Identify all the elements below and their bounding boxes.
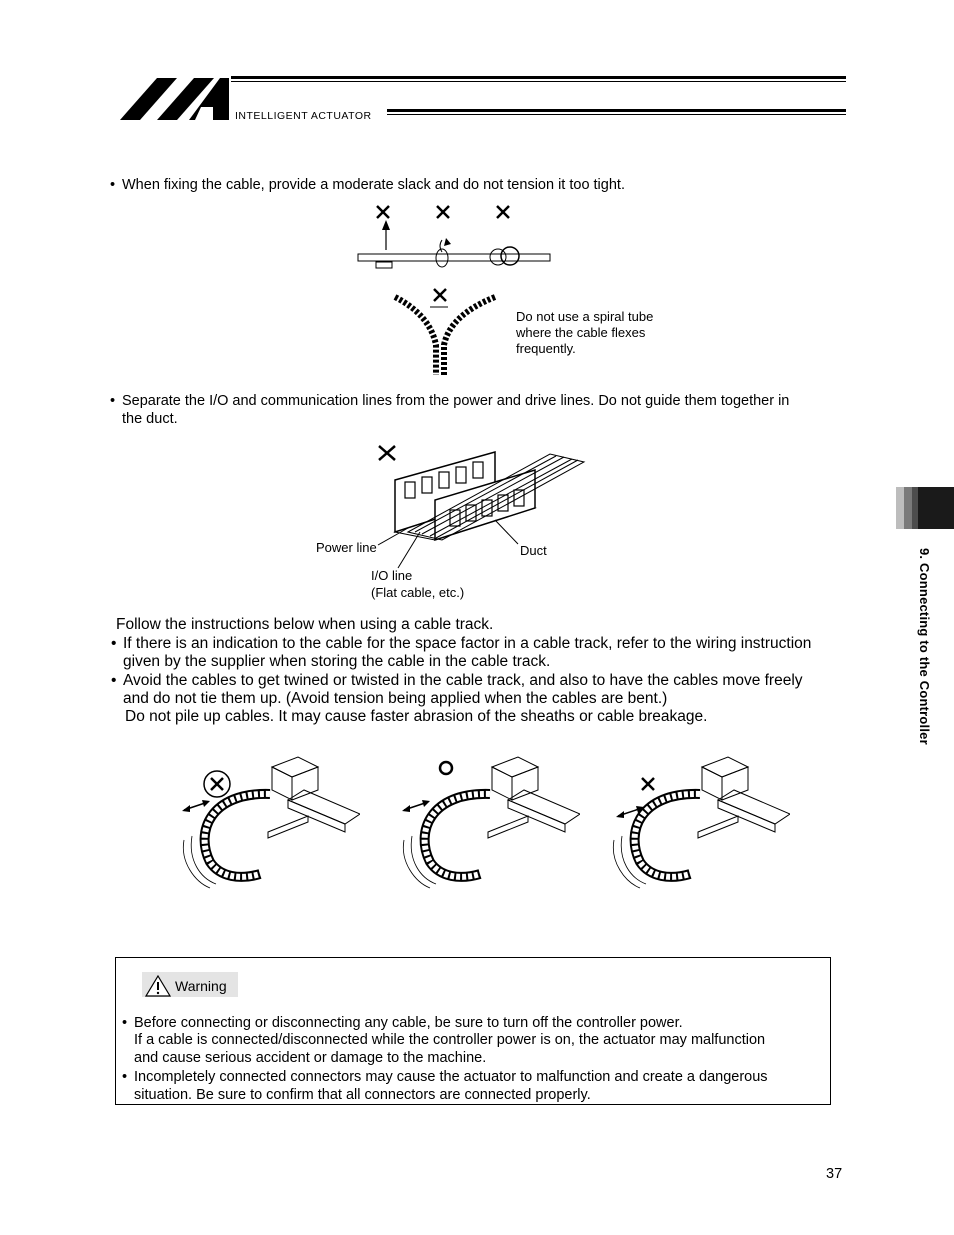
chapter-tab — [896, 487, 954, 529]
iai-logo — [115, 74, 850, 124]
separate-lines-instruction: • Separate the I/O and communication lines from the power and drive lines. Do not guide them together in — [122, 392, 789, 410]
warning-bullet-1: • Before connecting or disconnecting any cable, be sure to turn off the controller power. — [134, 1014, 683, 1032]
warning-bullet-1-cont: If a cable is connected/disconnected while the controller power is on, the actuator may malfunction — [134, 1032, 766, 1048]
cable-track-bullet-2-cont2: Do not pile up cables. It may cause faster abrasion of the sheaths or cable breakage. — [125, 708, 708, 725]
fixing-cable-instruction: • When fixing the cable, provide a moderate slack and do not tension it too tight. — [122, 176, 625, 194]
spiral-note-line-1: Do not use a spiral tube — [516, 309, 654, 324]
cable-track-bullet-1: • If there is an indication to the cable for the space factor in a cable track, refer to the wiring instruction — [123, 635, 811, 654]
warning-triangle-icon — [145, 975, 171, 997]
warning-bullet-2: • Incompletely connected connectors may cause the actuator to malfunction and create a dangerous — [134, 1068, 768, 1086]
cable-track-ok — [390, 752, 580, 892]
chapter-label: 9. Connecting to the Controller — [917, 548, 932, 745]
cable-track-bullet-1-cont: given by the supplier when storing the cable in the cable track. — [123, 653, 551, 670]
label-io-line: I/O line — [371, 568, 413, 583]
ng-mark-1-icon — [377, 206, 389, 218]
page-number: 37 — [826, 1166, 843, 1182]
cable-track-intro: Follow the instructions below when using a cable track. — [116, 616, 494, 633]
ng-mark-6-icon — [642, 778, 654, 790]
ng-mark-3-icon — [497, 206, 509, 218]
ng-mark-5-icon — [379, 446, 395, 460]
cable-track-bullet-2-cont: and do not tie them up. (Avoid tension being applied when the cables are bent.) — [123, 690, 668, 707]
cable-track-bullet-2: • Avoid the cables to get twined or twisted in the cable track, and also to have the cables move freely — [123, 672, 803, 691]
ng-mark-2-icon — [437, 206, 449, 218]
label-duct: Duct — [520, 543, 547, 558]
spiral-tube-illustration — [390, 285, 500, 377]
cable-track-ng-piled — [600, 752, 790, 892]
warning-bullet-2-cont: situation. Be sure to confirm that all connectors are connected properly. — [134, 1087, 591, 1103]
spiral-note-line-2: where the cable flexes — [516, 325, 646, 340]
warning-bullet-1-cont2: and cause serious accident or damage to the machine. — [134, 1050, 487, 1066]
brand-text: INTELLIGENT ACTUATOR — [235, 110, 372, 122]
separate-lines-instruction-cont: the duct. — [122, 411, 178, 427]
label-power-line: Power line — [316, 540, 377, 555]
ng-mark-4-icon — [434, 289, 446, 301]
spiral-note-line-3: frequently. — [516, 341, 576, 356]
cable-fixing-illustration — [350, 200, 560, 280]
cable-track-ng-tied — [170, 752, 360, 892]
ok-mark-icon — [440, 762, 452, 774]
label-io-line-note: (Flat cable, etc.) — [371, 585, 465, 600]
warning-label-text: Warning — [175, 978, 227, 994]
